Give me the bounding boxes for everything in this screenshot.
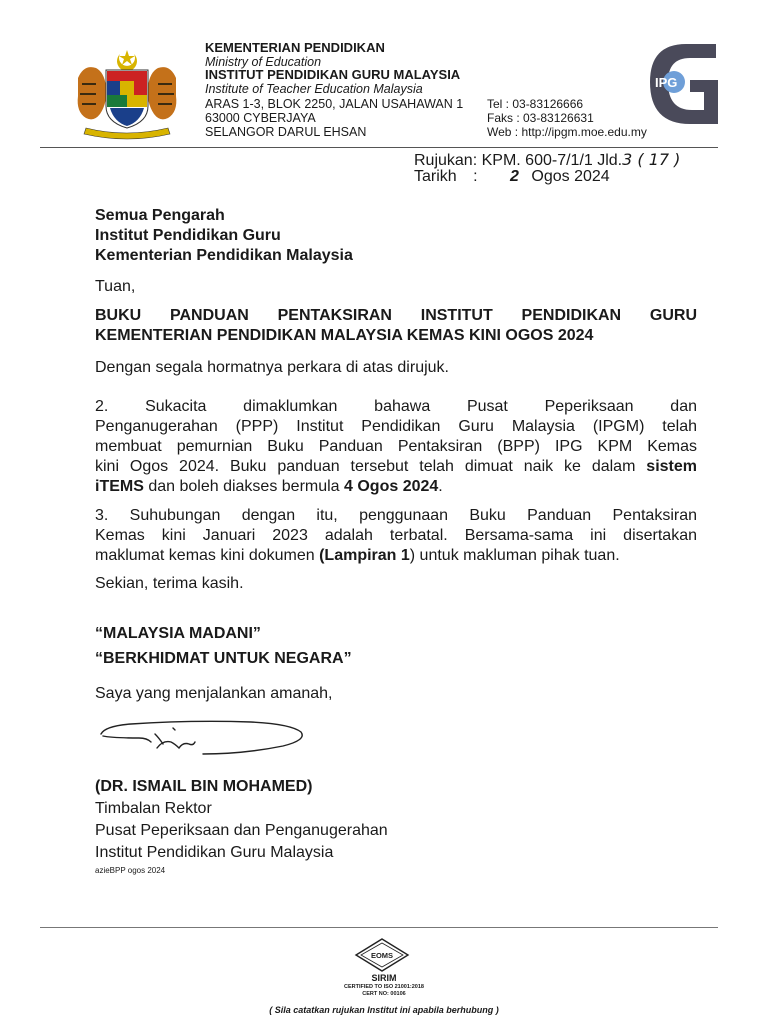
eoms-logo-text: EOMS — [370, 951, 394, 960]
paragraph-line: Kemas kini Januari 2023 adalah terbatal. Bersama-sama ini disertakan — [95, 527, 697, 544]
certification-number: CERT NO: 00106 — [362, 991, 406, 997]
salutation: Tuan, — [95, 278, 136, 295]
subject-line: BUKU PANDUAN PENTAKSIRAN INSTITUT PENDIDIKAN GURU — [95, 307, 697, 324]
signatory-name: (DR. ISMAIL BIN MOHAMED) — [95, 778, 313, 795]
date-line — [414, 168, 610, 186]
paragraph-3 — [95, 506, 697, 566]
ipg-logo-text: IPG — [655, 75, 678, 90]
reference-line — [414, 150, 680, 170]
fax-number: Faks : 03-83126631 — [487, 111, 594, 125]
paragraph-line: 3. Suhubungan dengan itu, penggunaan Buku Panduan Pentaksiran — [95, 507, 697, 524]
slogan-block — [95, 621, 697, 671]
phone-number: Tel : 03-83126666 — [487, 97, 584, 111]
paragraph-text: . — [438, 478, 443, 495]
institute-name-english: Institute of Teacher Education Malaysia — [205, 82, 423, 96]
reference-label: Rujukan: — [414, 152, 478, 169]
paragraph-emphasis: sistem — [646, 458, 697, 475]
footer-divider — [40, 927, 718, 928]
date-handwritten-day: 2 — [510, 168, 519, 185]
paragraph-line — [95, 457, 697, 477]
recipient-line: Semua Pengarah — [95, 207, 225, 224]
signatory-department: Pusat Peperiksaan dan Penganugerahan — [95, 822, 388, 839]
header-divider — [40, 147, 718, 148]
address-line: 63000 CYBERJAYA — [205, 111, 316, 125]
website-link[interactable]: Web : http://ipgm.moe.edu.my — [487, 125, 647, 139]
recipient-line: Kementerian Pendidikan Malaysia — [95, 247, 353, 264]
slogan-line: “BERKHIDMAT UNTUK NEGARA” — [95, 650, 352, 667]
recipient-line: Institut Pendidikan Guru — [95, 227, 281, 244]
opening-sentence: Dengan segala hormatnya perkara di atas dirujuk. — [95, 359, 449, 376]
recipient-block — [95, 206, 697, 266]
date-value: Ogos 2024 — [531, 168, 610, 185]
signoff: Saya yang menjalankan amanah, — [95, 685, 333, 702]
paragraph-text: dan boleh diakses bermula — [143, 478, 345, 495]
eoms-logo — [354, 938, 410, 972]
paragraph-2 — [95, 397, 697, 497]
paragraph-line: Penganugerahan (PPP) Institut Pendidikan Guru Malaysia (IPGM) telah — [95, 418, 697, 435]
paragraph-text: maklumat kemas kini dokumen — [95, 547, 320, 564]
certification-standard: CERTIFIED TO ISO 21001:2018 — [344, 984, 424, 990]
malaysia-coat-of-arms-logo — [72, 48, 182, 140]
address-line: ARAS 1-3, BLOK 2250, JALAN USAHAWAN 1 — [205, 97, 464, 111]
paragraph-line: membuat pemurnian Buku Panduan Pentaksiran (BPP) IPG KPM Kemas — [95, 438, 697, 455]
paragraph-emphasis: 4 Ogos 2024 — [344, 478, 439, 495]
paragraph-text: kini Ogos 2024. Buku panduan tersebut telah dimuat naik ke dalam — [95, 458, 647, 475]
paragraph-line — [95, 477, 697, 497]
signature-image — [95, 710, 310, 765]
paragraph-line — [95, 546, 697, 566]
date-label: Tarikh — [414, 168, 457, 185]
ministry-name-english: Ministry of Education — [205, 55, 322, 69]
paragraph-line: 2. Sukacita dimaklumkan bahawa Pusat Peperiksaan dan — [95, 398, 697, 415]
footer-note: ( Sila catatkan rujukan Institut ini apabila berhubung ) — [269, 1005, 499, 1015]
closing-sentence: Sekian, terima kasih. — [95, 575, 244, 592]
file-reference: azieBPP ogos 2024 — [95, 866, 166, 875]
signatory-title: Timbalan Rektor — [95, 800, 212, 817]
address-line: SELANGOR DARUL EHSAN — [205, 125, 367, 139]
subject-line: KEMENTERIAN PENDIDIKAN MALAYSIA KEMAS KINI OGOS 2024 — [95, 327, 594, 344]
slogan-line: “MALAYSIA MADANI” — [95, 625, 261, 642]
ipg-logo — [648, 42, 718, 140]
subject-heading — [95, 306, 697, 346]
date-separator: : — [473, 168, 478, 185]
paragraph-text: ) untuk makluman pihak tuan. — [409, 547, 620, 564]
reference-number: KPM. 600-7/1/1 Jld. — [481, 152, 623, 169]
signatory-block — [95, 776, 697, 864]
signatory-institute: Institut Pendidikan Guru Malaysia — [95, 844, 334, 861]
paragraph-emphasis: iTEMS — [95, 478, 144, 495]
certification-body: SIRIM — [371, 973, 397, 983]
reference-handwritten-annotation: 3 ( 17 ) — [622, 150, 681, 169]
institute-name: INSTITUT PENDIDIKAN GURU MALAYSIA — [205, 67, 461, 82]
ministry-name: KEMENTERIAN PENDIDIKAN — [205, 40, 385, 55]
paragraph-emphasis: (Lampiran 1 — [319, 547, 410, 564]
